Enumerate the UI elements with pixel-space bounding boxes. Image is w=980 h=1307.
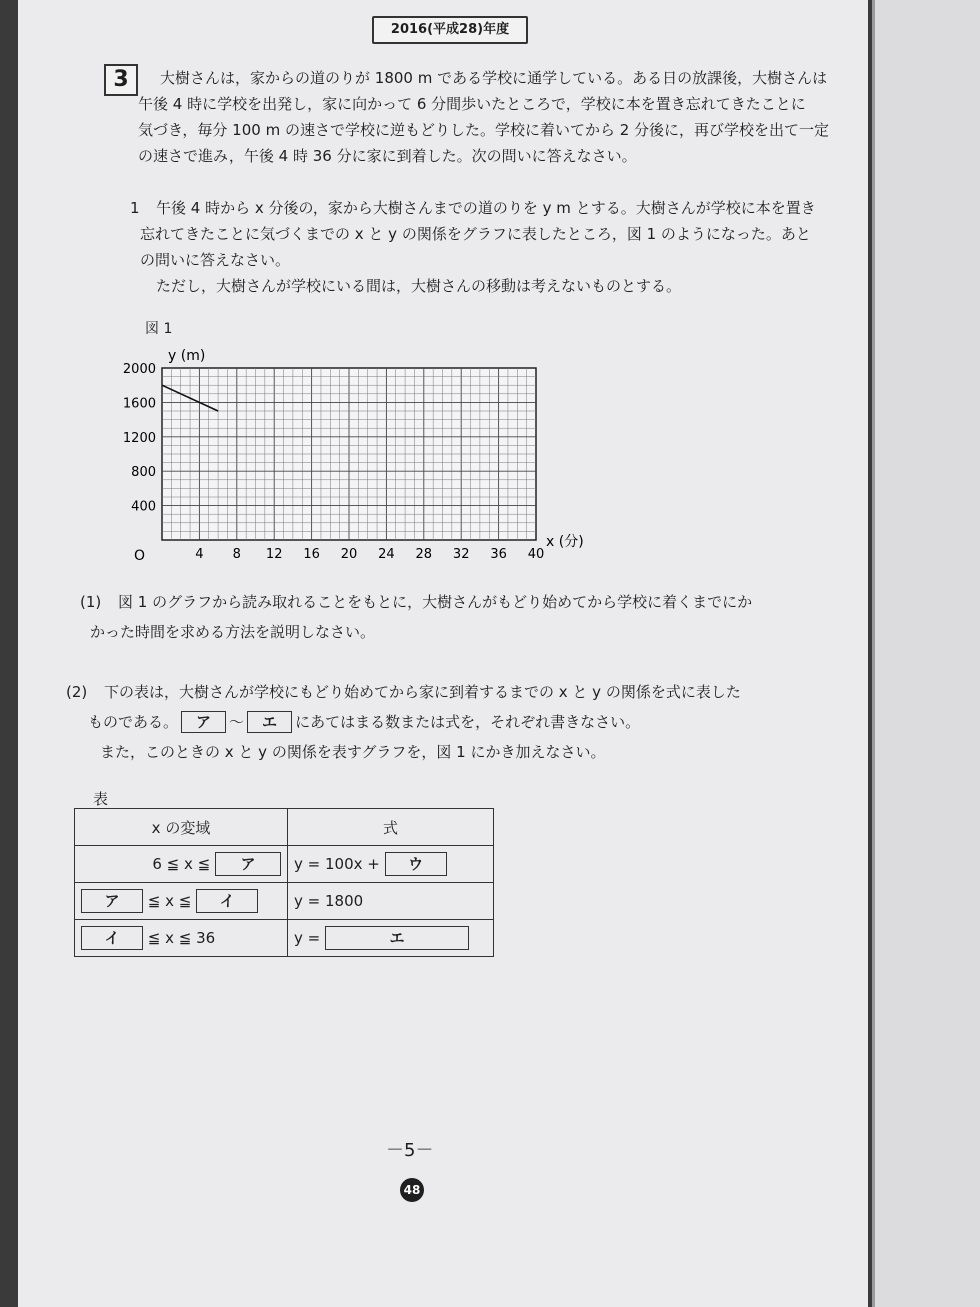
y-tick-label: 1200	[122, 430, 156, 446]
row2-domain-cell	[75, 883, 288, 920]
row3-domain-cell	[75, 920, 288, 957]
table-row-3	[75, 920, 494, 957]
problem-line-3: 気づき，毎分 100 m の速さで学校に逆もどりした。学校に着いてから 2 分後に，再び学校を出て一定	[138, 121, 830, 139]
y-tick-label: 800	[131, 465, 156, 481]
x-tick-label: 16	[303, 547, 320, 562]
x-tick-label: 12	[265, 547, 283, 562]
origin-label: O	[134, 548, 146, 564]
table-row-1	[75, 846, 494, 883]
answer-box-a: ア	[181, 711, 226, 733]
y-tick-label: 2000	[122, 362, 156, 377]
row2-formula: y = 1800	[288, 883, 494, 920]
answer-table	[74, 808, 494, 957]
row2-box-a: ア	[81, 889, 143, 913]
row2-box-i: イ	[196, 889, 258, 913]
problem-line-1: 大樹さんは，家からの道のりが 1800 m である学校に通学している。ある日の放課後，大樹さんは	[160, 69, 828, 87]
part1-line-3: の問いに答えなさい。	[140, 251, 291, 269]
header-formula: 式	[288, 809, 494, 846]
question2-line-2-post: にあてはまる数または式を，それぞれ書きなさい。	[295, 713, 641, 731]
problem-line-4: の速さで進み，午後 4 時 36 分に家に到着した。次の問いに答えなさい。	[138, 147, 637, 165]
x-tick-label: 24	[378, 547, 395, 562]
x-axis-label: x (分)	[546, 534, 584, 550]
graph-grid	[162, 368, 536, 540]
row3-box-e: エ	[325, 926, 469, 950]
y-tick-label: 400	[131, 499, 156, 515]
x-tick-label: 4	[195, 547, 204, 562]
row1-domain: 6 ≦ x ≦	[152, 855, 211, 873]
table-title: 表	[93, 790, 109, 808]
y-tick-label: 1600	[122, 396, 156, 412]
x-tick-label: 32	[452, 547, 470, 562]
x-tick-label: 36	[490, 547, 507, 562]
x-tick-label: 40	[527, 547, 545, 562]
part1-number: 1	[130, 199, 140, 217]
page-badge: 48	[400, 1178, 424, 1202]
figure-label: 図 1	[145, 321, 173, 337]
row2-mid: ≦ x ≦	[147, 892, 192, 910]
question2-line-1: 下の表は，大樹さんが学校にもどり始めてから家に到着するまでの x と y の関係を式に表した	[104, 683, 741, 701]
question2-line-2-pre: ものである。	[88, 713, 179, 731]
page-number: －5－	[386, 1140, 434, 1161]
question2-number: (2)	[66, 683, 88, 701]
x-tick-label: 8	[232, 547, 241, 562]
row1-formula: y = 100x +	[294, 855, 380, 873]
question2-line-2	[88, 710, 640, 734]
row1-formula-cell	[288, 846, 494, 883]
row1-box-a: ア	[215, 852, 281, 876]
row3-box-i: イ	[81, 926, 143, 950]
x-tick-label: 20	[340, 547, 358, 562]
question2-line-3: また，このときの x と y の関係を表すグラフを，図 1 にかき加えなさい。	[100, 743, 606, 761]
row3-formula-cell	[288, 920, 494, 957]
table-header-row	[75, 809, 494, 846]
x-tick-label: 28	[415, 547, 433, 562]
problem-number: 3	[104, 64, 138, 96]
row1-box-u: ウ	[385, 852, 447, 876]
row3-formula: y =	[294, 929, 321, 947]
question1-line-1: 図 1 のグラフから読み取れることをもとに，大樹さんがもどり始めてから学校に着くまでにか	[118, 593, 753, 611]
year-label: 2016(平成28)年度	[372, 16, 528, 44]
row3-domain: ≦ x ≦ 36	[147, 929, 216, 947]
answer-box-e: エ	[247, 711, 292, 733]
table-row-2	[75, 883, 494, 920]
part1-line-4: ただし，大樹さんが学校にいる間は，大樹さんの移動は考えないものとする。	[156, 277, 682, 295]
question1-line-2: かった時間を求める方法を説明しなさい。	[90, 623, 376, 641]
question1-number: (1)	[80, 593, 102, 611]
tilde: ～	[229, 713, 245, 731]
part1-line-2: 忘れてきたことに気づくまでの x と y の関係をグラフに表したところ，図 1 のようになった。あと	[140, 225, 811, 243]
part1-line-1: 午後 4 時から x 分後の，家から大樹さんまでの道のりを y m とする。大樹さんが学校に本を置き	[156, 199, 816, 217]
problem-line-2: 午後 4 時に学校を出発し，家に向かって 6 分間歩いたところで，学校に本を置き忘れてきたことに	[138, 95, 806, 113]
header-domain: x の変域	[75, 809, 288, 846]
row1-domain-cell	[75, 846, 288, 883]
y-axis-label: y (m)	[168, 348, 206, 364]
